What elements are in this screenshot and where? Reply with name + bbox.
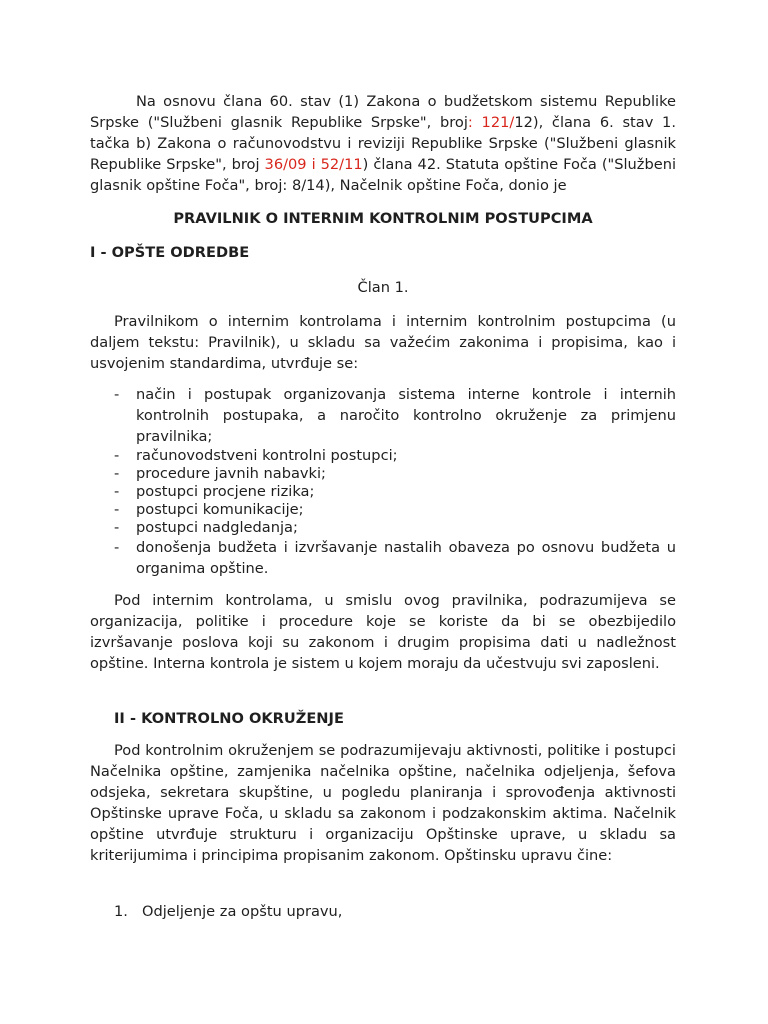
- intro-text-2: 12), člana 6. stav 1. tačka b) Zakona o računovodstvu i reviziji Republike Srpske ("Službeni glasnik Republike Srpske", broj: [90, 114, 676, 173]
- list-item-text: procedure javnih nabavki;: [136, 465, 326, 482]
- numbered-list-item: [114, 901, 342, 922]
- article-heading: Član 1.: [357, 279, 409, 296]
- list-item: [90, 447, 676, 465]
- list-dash: -: [114, 386, 120, 403]
- intro-gazette-number-2: 36/09 i 52/11: [264, 156, 363, 173]
- section-heading-control-environment: II - KONTROLNO OKRUŽENJE: [114, 710, 344, 727]
- intro-text-3: ) člana 42. Statuta opštine Foča ("Službeni glasnik opštine Foča", broj: 8/14), Načelnik opštine Foča, donio je: [90, 156, 676, 194]
- article-1-paragraph: Pravilnikom o internim kontrolama i internim kontrolnim postupcima (u daljem tekstu: Pravilnik), u skladu sa važećim zakonima i propisima, kao i usvojenim standardima, utvrđuje se:: [90, 313, 676, 372]
- intro-gazette-number-1: : 121/: [467, 114, 515, 131]
- list-item: [90, 501, 676, 519]
- list-item-text: računovodstveni kontrolni postupci;: [136, 447, 398, 464]
- internal-control-paragraph: Pod internim kontrolama, u smislu ovog pravilnika, podrazumijeva se organizacija, politike i procedure koje se koriste da bi se obezbijedilo izvršavanje poslova koji su zakonom i drugim propisima dati u nadležnost opštine. Interna kontrola je sistem u kojem moraju da učestvuju svi zaposleni.: [90, 592, 676, 672]
- list-item: [90, 384, 676, 447]
- list-item-text: Odjeljenje za opštu upravu,: [142, 903, 343, 920]
- control-environment-paragraph: Pod kontrolnim okruženjem se podrazumijevaju aktivnosti, politike i postupci Načelnika opštine, zamjenika načelnika opštine, načelnika odjeljenja, šefova odsjeka, sekretara skupštine, u pogledu planiranja i sprovođenja aktivnosti Opštinske uprave Foča, u skladu sa zakonom i podzakonskim aktima. Načelnik opštine utvrđuje strukturu i organizaciju Opštinske uprave, u skladu sa kriterijumima i principima propisanim zakonom. Opštinsku upravu čine:: [90, 742, 676, 864]
- list-dash: -: [114, 483, 120, 500]
- list-item-text: način i postupak organizovanja sistema interne kontrole i internih kontrolnih postupaka, a naročito kontrolno okruženje za primjenu pravilnika;: [136, 386, 676, 445]
- list-dash: -: [114, 501, 120, 518]
- intro-paragraph: [90, 91, 676, 196]
- document-title: PRAVILNIK O INTERNIM KONTROLNIM POSTUPCIMA: [173, 210, 593, 227]
- list-number: 1.: [114, 903, 128, 920]
- list-dash: -: [114, 539, 120, 556]
- list-item-text: postupci nadgledanja;: [136, 519, 298, 536]
- list-item: [90, 465, 676, 483]
- list-dash: -: [114, 465, 120, 482]
- list-item-text: donošenja budžeta i izvršavanje nastalih obaveza po osnovu budžeta u organima opštine.: [136, 539, 676, 577]
- list-dash: -: [114, 447, 120, 464]
- list-item: [90, 537, 676, 579]
- list-item-text: postupci procjene rizika;: [136, 483, 315, 500]
- intro-text-1: Na osnovu člana 60. stav (1) Zakona o budžetskom sistemu Republike Srpske ("Službeni glasnik Republike Srpske", broj: [90, 93, 676, 131]
- provision-list: [90, 384, 676, 579]
- list-item: [90, 483, 676, 501]
- section-heading-general-provisions: I - OPŠTE ODREDBE: [90, 244, 250, 261]
- list-dash: -: [114, 519, 120, 536]
- list-item-text: postupci komunikacije;: [136, 501, 304, 518]
- list-item: [90, 519, 676, 537]
